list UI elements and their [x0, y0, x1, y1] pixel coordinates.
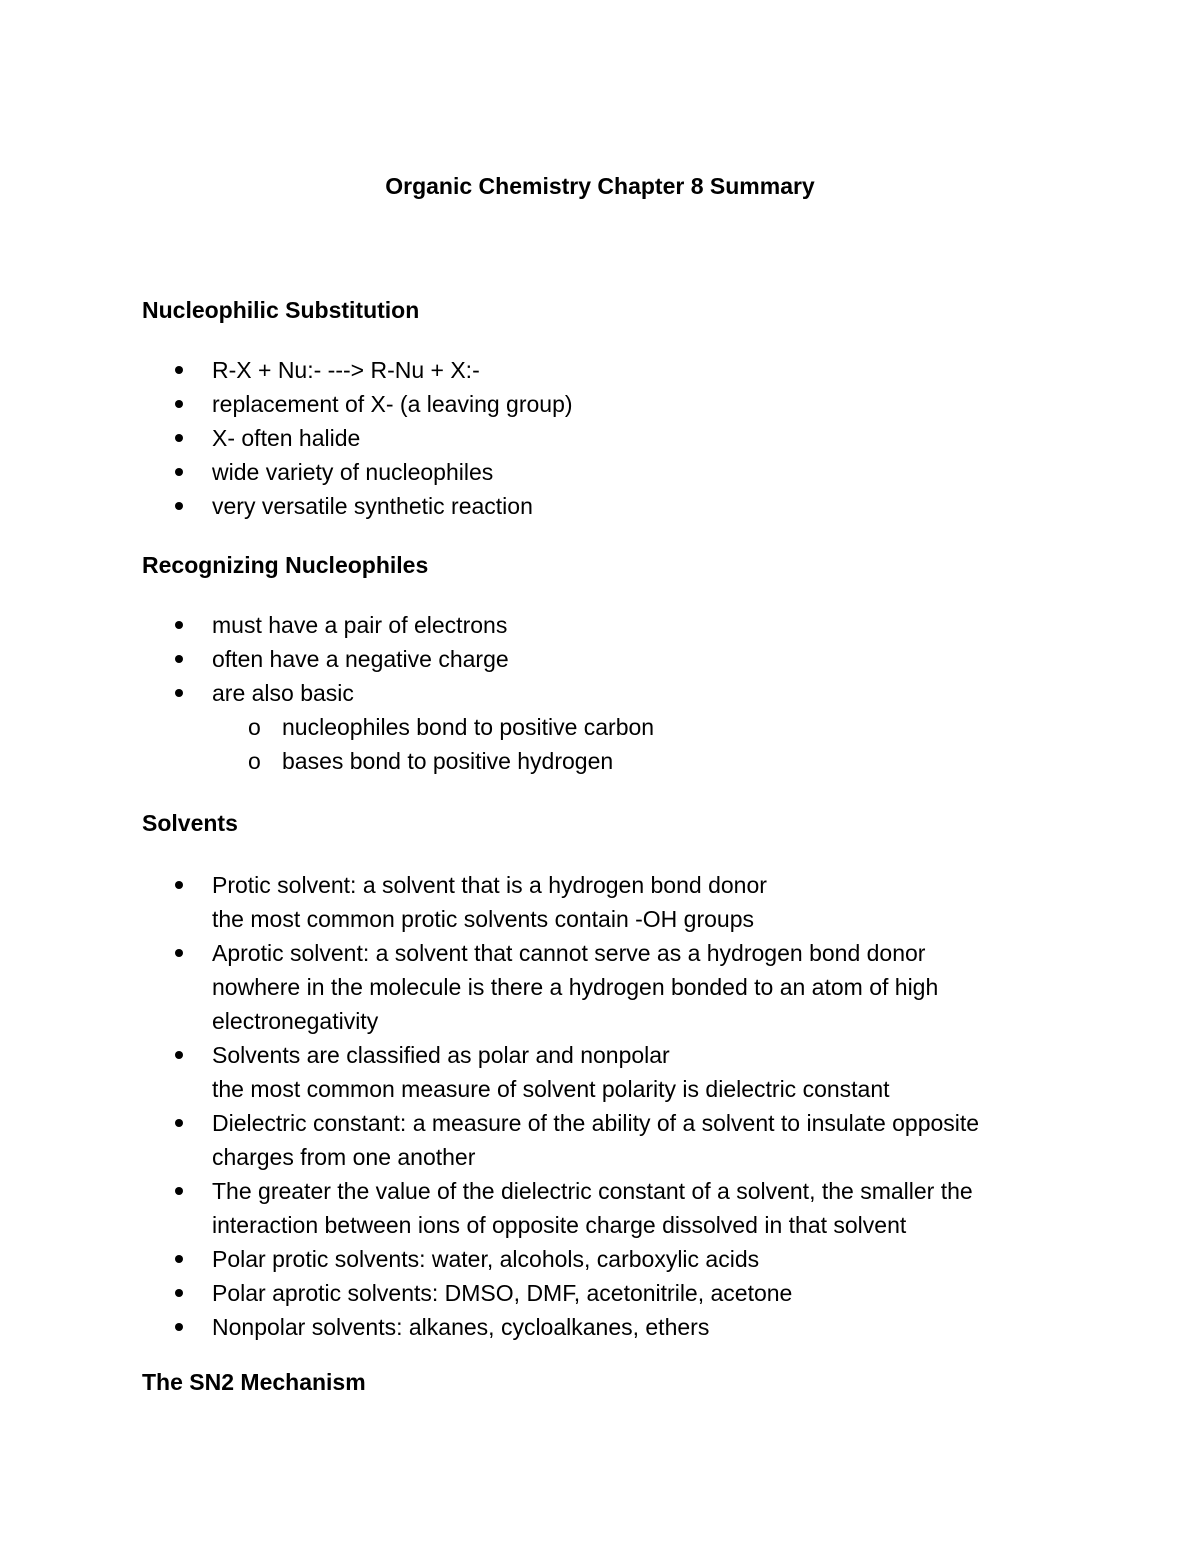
bullet-icon — [175, 1051, 183, 1059]
bullet-icon — [175, 1323, 183, 1331]
bullet-icon — [175, 655, 183, 663]
bullet-icon — [175, 949, 183, 957]
bullet-icon — [175, 434, 183, 442]
bullet-icon — [175, 1187, 183, 1195]
bullet-icon — [175, 400, 183, 408]
solvents-list — [142, 868, 1082, 1344]
list-item: Solvents are classified as polar and nonpolar the most common measure of solvent polarity is dielectric constant — [142, 1038, 1082, 1106]
hollow-bullet-icon: o — [248, 748, 261, 774]
list-item: Aprotic solvent: a solvent that cannot serve as a hydrogen bond donor nowhere in the molecule is there a hydrogen bonded to an atom of high electronegativity — [142, 936, 1082, 1038]
list-item: often have a negative charge — [142, 642, 1082, 676]
bullet-icon — [175, 689, 183, 697]
recognizing-nucleophiles-list — [142, 608, 1082, 778]
list-item: are also basic o nucleophiles bond to positive carbon o bases bond to positive hydrogen — [142, 676, 1082, 778]
hollow-bullet-icon: o — [248, 714, 261, 740]
sub-list-item: o nucleophiles bond to positive carbon — [212, 710, 1082, 744]
bullet-icon — [175, 1289, 183, 1297]
section-heading-recognizing-nucleophiles: Recognizing Nucleophiles — [142, 552, 429, 578]
bullet-icon — [175, 1119, 183, 1127]
list-item: X- often halide — [142, 421, 1082, 455]
section-heading-sn2-mechanism: The SN2 Mechanism — [142, 1369, 366, 1395]
list-item: must have a pair of electrons — [142, 608, 1082, 642]
list-item: wide variety of nucleophiles — [142, 455, 1082, 489]
bullet-icon — [175, 881, 183, 889]
list-item: The greater the value of the dielectric constant of a solvent, the smaller the interaction between ions of opposite charge dissolved in that solvent — [142, 1174, 1082, 1242]
bullet-icon — [175, 366, 183, 374]
list-item: Polar aprotic solvents: DMSO, DMF, acetonitrile, acetone — [142, 1276, 1082, 1310]
document-title: Organic Chemistry Chapter 8 Summary — [385, 173, 815, 199]
list-item: Dielectric constant: a measure of the ability of a solvent to insulate opposite charges from one another — [142, 1106, 1082, 1174]
bullet-icon — [175, 502, 183, 510]
sub-list-item: o bases bond to positive hydrogen — [212, 744, 1082, 778]
list-item: Polar protic solvents: water, alcohols, carboxylic acids — [142, 1242, 1082, 1276]
bullet-icon — [175, 1255, 183, 1263]
list-item: R-X + Nu:- ---> R-Nu + X:- — [142, 353, 1082, 387]
bullet-icon — [175, 621, 183, 629]
list-item: Nonpolar solvents: alkanes, cycloalkanes, ethers — [142, 1310, 1082, 1344]
list-item: Protic solvent: a solvent that is a hydrogen bond donor the most common protic solvents contain -OH groups — [142, 868, 1082, 936]
bullet-icon — [175, 468, 183, 476]
section-heading-solvents: Solvents — [142, 810, 238, 836]
sub-list — [212, 710, 1082, 778]
list-item: very versatile synthetic reaction — [142, 489, 1082, 523]
list-item: replacement of X- (a leaving group) — [142, 387, 1082, 421]
section-heading-nucleophilic-substitution: Nucleophilic Substitution — [142, 297, 420, 323]
nucleophilic-substitution-list — [142, 353, 1082, 523]
